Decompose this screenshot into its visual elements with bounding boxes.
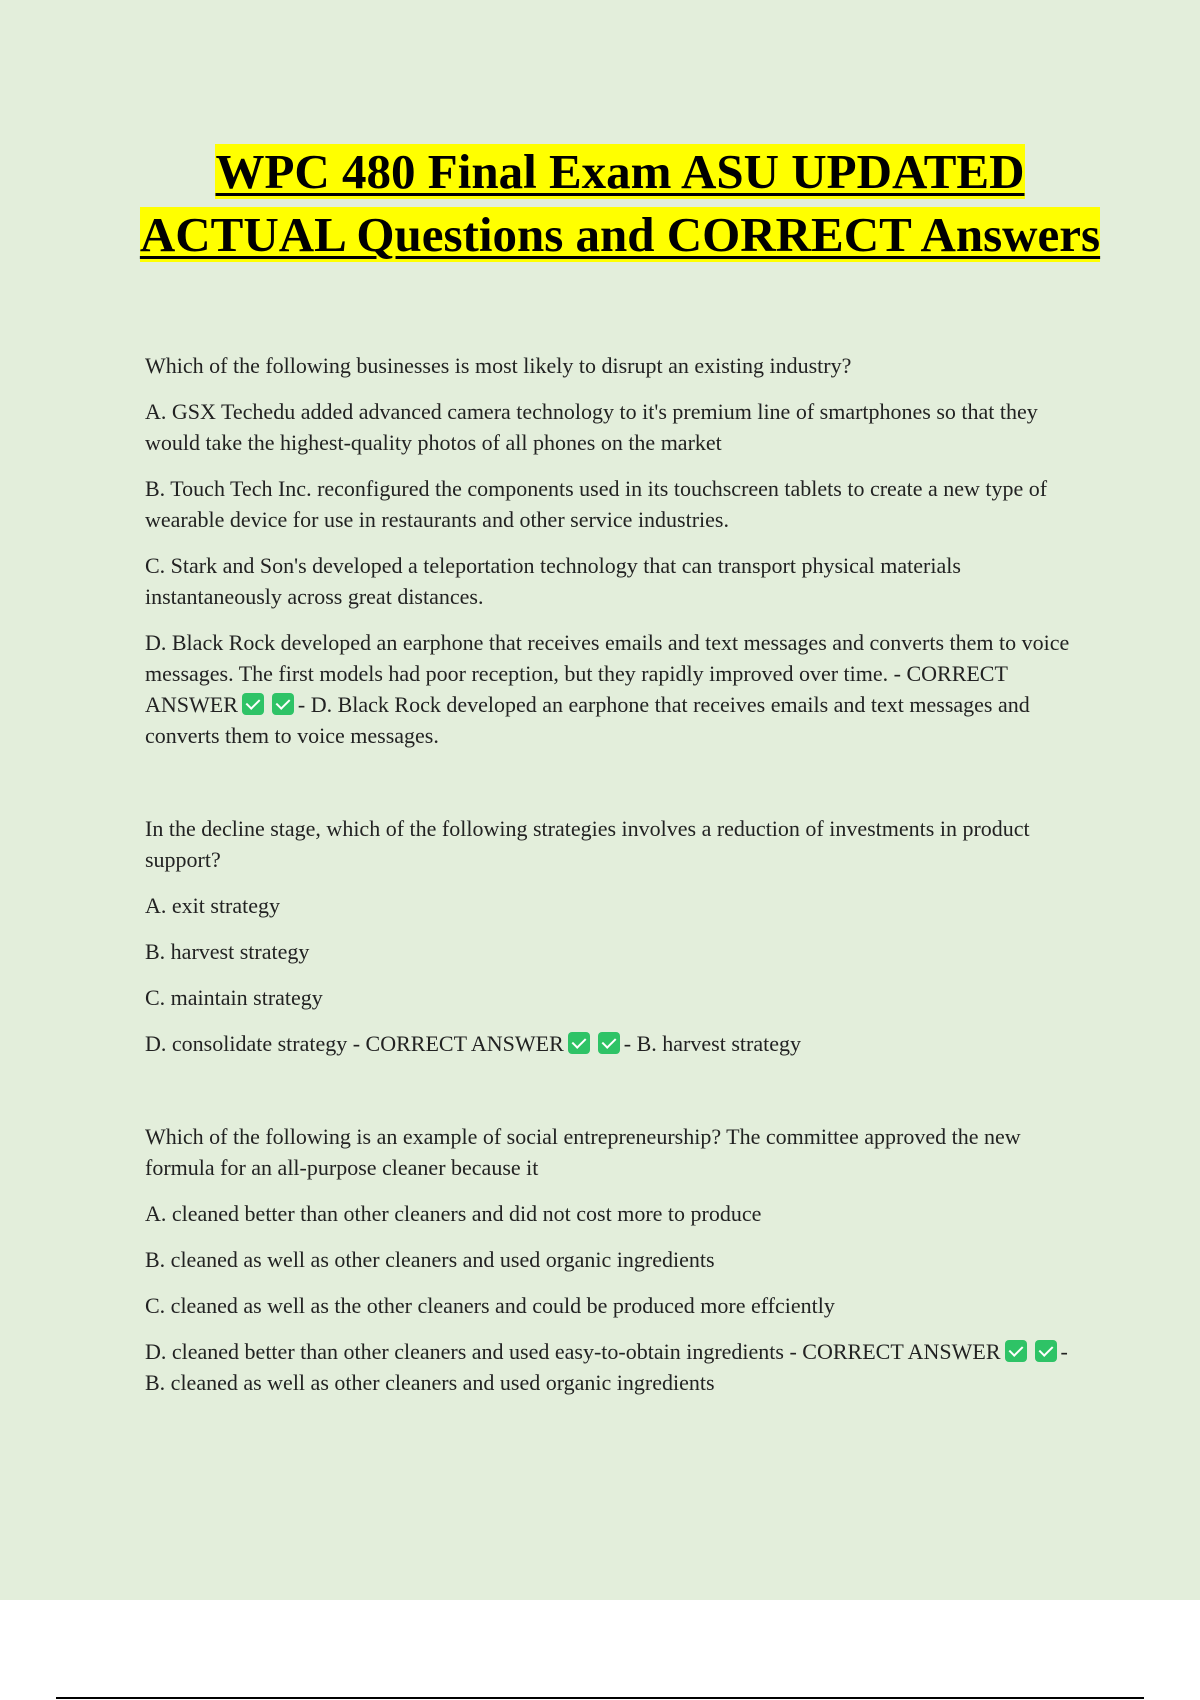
answer-option: B. Touch Tech Inc. reconfigured the components used in its touchscreen tablets to create a new type of wearable device for use in restaurants and other service industries. (145, 476, 1048, 532)
correct-answer-text: - B. cleaned as well as other cleaners and used organic ingredients (145, 1339, 1068, 1395)
correct-answer-text: - B. harvest strategy (623, 1031, 801, 1056)
question-block-1 (145, 350, 1085, 751)
answer-option: A. GSX Techedu added advanced camera technology to it's premium line of smartphones so that they would take the highest-quality photos of all phones on the market (145, 399, 1038, 455)
answer-option-with-correct-answer (145, 1028, 1085, 1059)
answer-option: A. exit strategy (145, 893, 281, 918)
bottom-divider (56, 1697, 1144, 1699)
check-icon (272, 693, 294, 715)
questions-container (145, 350, 1085, 1460)
check-icon (1035, 1340, 1057, 1362)
question-prompt: In the decline stage, which of the following strategies involves a reduction of investments in product support? (145, 816, 1030, 872)
answer-option-text: D. consolidate strategy - CORRECT ANSWER (145, 1031, 564, 1056)
answer-option-with-correct-answer (145, 627, 1085, 751)
page-title-text: WPC 480 Final Exam ASU UPDATED ACTUAL Questions and CORRECT Answers (139, 144, 1101, 262)
check-icon (242, 693, 264, 715)
check-icon (598, 1032, 620, 1054)
answer-option: C. maintain strategy (145, 985, 323, 1010)
question-prompt: Which of the following businesses is most likely to disrupt an existing industry? (145, 353, 852, 378)
answer-option: C. cleaned as well as the other cleaners and could be produced more effciently (145, 1293, 835, 1318)
page-title (130, 140, 1110, 266)
answer-option-text: D. cleaned better than other cleaners and used easy-to-obtain ingredients - CORRECT ANSWER (145, 1339, 1001, 1364)
answer-option: B. cleaned as well as other cleaners and used organic ingredients (145, 1247, 715, 1272)
question-block-3 (145, 1121, 1085, 1398)
correct-answer-text: - D. Black Rock developed an earphone that receives emails and text messages and converts them to voice messages. (145, 692, 1030, 748)
question-block-2 (145, 813, 1085, 1059)
answer-option: B. harvest strategy (145, 939, 310, 964)
answer-option-with-correct-answer (145, 1336, 1085, 1398)
answer-option: C. Stark and Son's developed a teleportation technology that can transport physical materials instantaneously across great distances. (145, 553, 961, 609)
check-icon (1005, 1340, 1027, 1362)
question-prompt: Which of the following is an example of social entrepreneurship? The committee approved the new formula for an all-purpose cleaner because it (145, 1124, 1021, 1180)
answer-option-text: D. Black Rock developed an earphone that receives emails and text messages and converts them to voice messages. The first models had poor reception, but they rapidly improved over time. - CORRECT ANSWER (145, 630, 1070, 717)
check-icon (568, 1032, 590, 1054)
answer-option: A. cleaned better than other cleaners and did not cost more to produce (145, 1201, 762, 1226)
